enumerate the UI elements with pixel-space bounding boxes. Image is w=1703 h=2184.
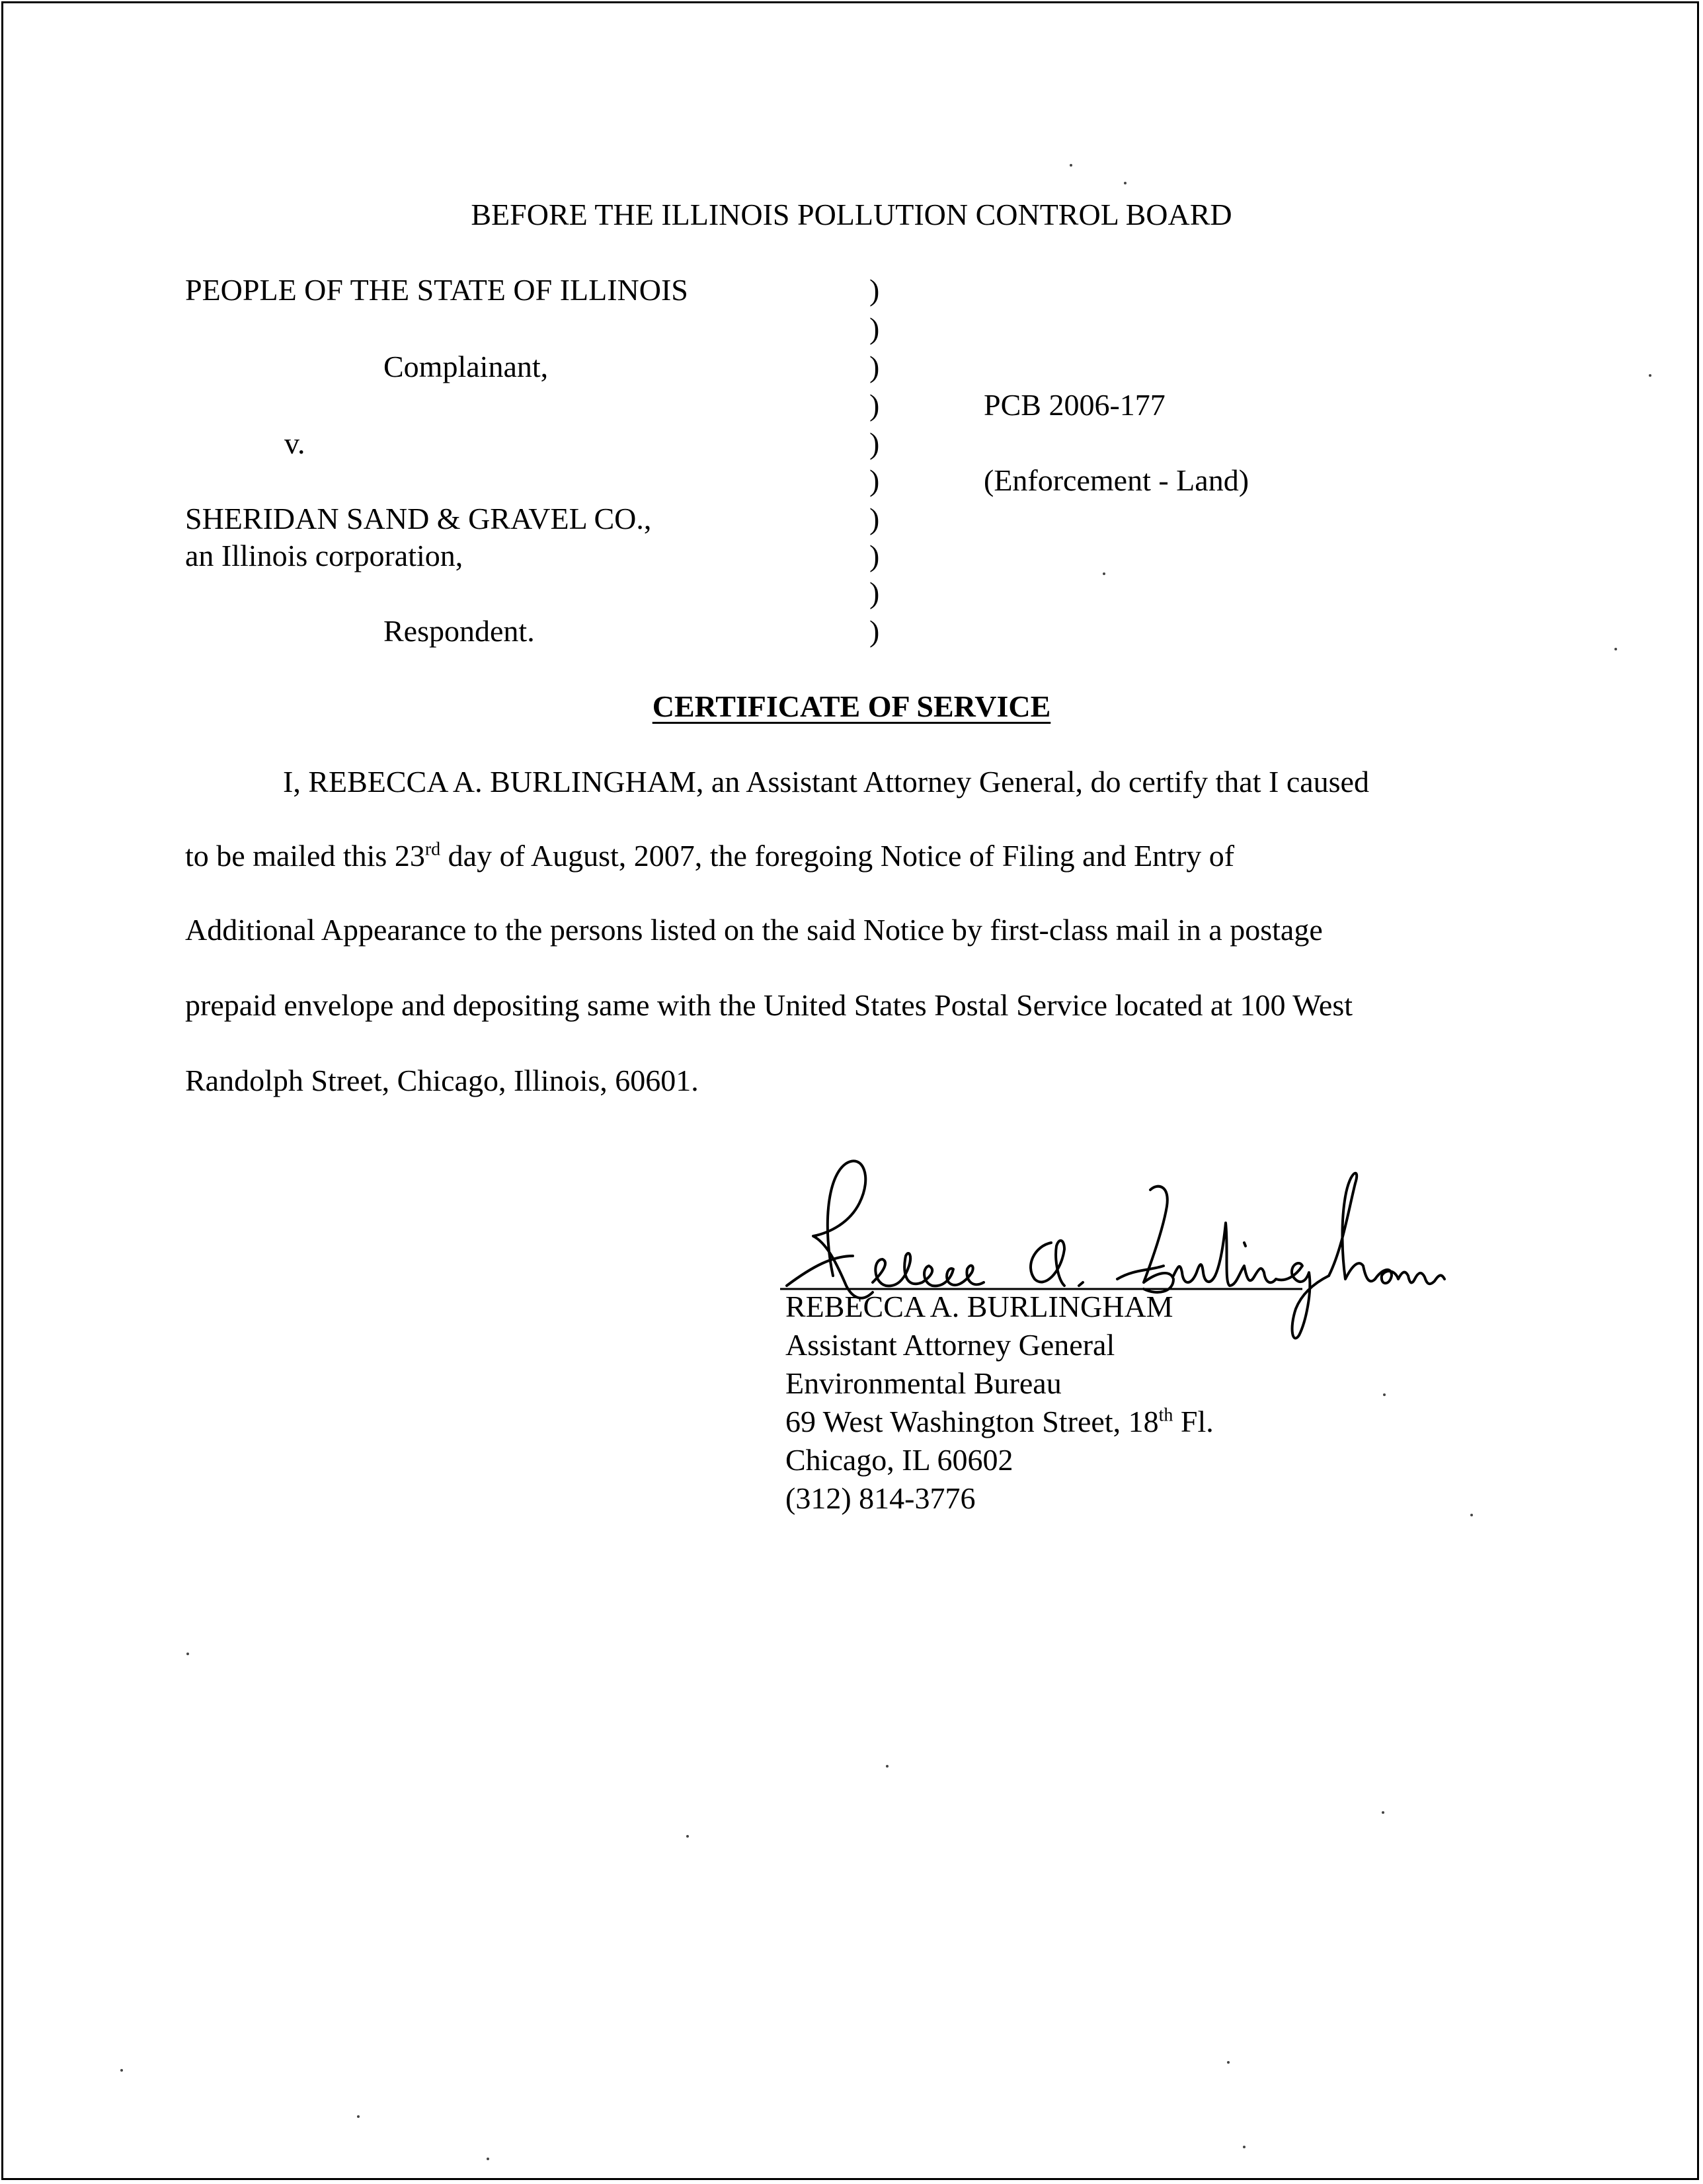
caption-paren: ) bbox=[869, 273, 880, 307]
scan-speck bbox=[1227, 2061, 1230, 2064]
signer-name: REBECCA A. BURLINGHAM bbox=[785, 1290, 1173, 1323]
caption-paren: ) bbox=[869, 311, 880, 345]
complainant-role: Complainant, bbox=[383, 350, 549, 383]
certificate-line-3: Additional Appearance to the persons listed on the said Notice by first-class mail in a postage bbox=[185, 913, 1323, 947]
certificate-line-1: I, REBECCA A. BURLINGHAM, an Assistant Attorney General, do certify that I caused bbox=[283, 765, 1369, 799]
scan-speck bbox=[1383, 1393, 1386, 1396]
certificate-heading: CERTIFICATE OF SERVICE bbox=[652, 689, 1051, 723]
scan-speck bbox=[1243, 2146, 1246, 2148]
signer-street: 69 West Washington Street, 18th Fl. bbox=[785, 1405, 1214, 1438]
versus: v. bbox=[284, 426, 305, 460]
board-title: BEFORE THE ILLINOIS POLLUTION CONTROL BOARD bbox=[471, 198, 1232, 231]
scan-speck bbox=[1070, 164, 1072, 167]
signer-phone: (312) 814-3776 bbox=[785, 1481, 976, 1515]
caption-paren: ) bbox=[869, 426, 880, 460]
scan-speck bbox=[1649, 374, 1651, 377]
certificate-line-5: Randolph Street, Chicago, Illinois, 60601. bbox=[185, 1064, 699, 1097]
caption-paren: ) bbox=[869, 614, 880, 648]
scan-speck bbox=[1614, 648, 1617, 650]
scan-speck bbox=[487, 2158, 489, 2160]
certificate-line-2: to be mailed this 23rd day of August, 2007, the foregoing Notice of Filing and Entry of bbox=[185, 839, 1235, 873]
respondent-role: Respondent. bbox=[383, 614, 535, 648]
scan-speck bbox=[120, 2069, 123, 2072]
scan-speck bbox=[186, 1653, 189, 1655]
caption-paren: ) bbox=[869, 576, 880, 609]
respondent-description: an Illinois corporation, bbox=[185, 539, 463, 572]
complainant-name: PEOPLE OF THE STATE OF ILLINOIS bbox=[185, 273, 688, 307]
scan-speck bbox=[1124, 182, 1127, 184]
case-number: PCB 2006-177 bbox=[984, 388, 1166, 422]
signer-title: Assistant Attorney General bbox=[785, 1328, 1115, 1362]
scan-speck bbox=[1103, 572, 1105, 575]
caption-paren: ) bbox=[869, 463, 880, 497]
caption-paren: ) bbox=[869, 350, 880, 383]
scan-speck bbox=[1382, 1811, 1384, 1814]
scan-speck bbox=[357, 2115, 360, 2118]
signer-bureau: Environmental Bureau bbox=[785, 1366, 1062, 1400]
respondent-name: SHERIDAN SAND & GRAVEL CO., bbox=[185, 502, 652, 535]
caption-paren: ) bbox=[869, 502, 880, 535]
scan-speck bbox=[886, 1765, 889, 1768]
case-type: (Enforcement - Land) bbox=[984, 463, 1249, 497]
certificate-line-4: prepaid envelope and depositing same with the United States Postal Service located at 100 West bbox=[185, 988, 1353, 1022]
scan-speck bbox=[686, 1835, 689, 1838]
scan-speck bbox=[1470, 1514, 1473, 1516]
signer-city: Chicago, IL 60602 bbox=[785, 1443, 1013, 1477]
caption-paren: ) bbox=[869, 388, 880, 422]
caption-paren: ) bbox=[869, 539, 880, 572]
